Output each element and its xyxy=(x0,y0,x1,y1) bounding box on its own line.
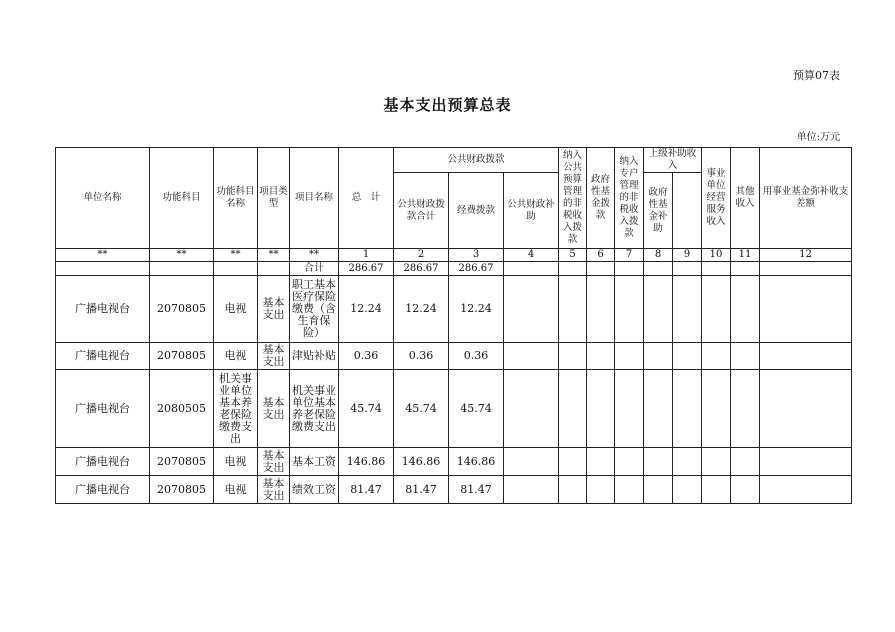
type-cell: 基本支出 xyxy=(258,448,290,476)
budget-table xyxy=(55,147,852,504)
table-row xyxy=(56,448,852,476)
func-cell: 2080505 xyxy=(150,370,214,448)
index-cell: 12 xyxy=(760,249,852,262)
public-total-value: 45.74 xyxy=(394,370,449,448)
expense-value: 146.86 xyxy=(449,448,504,476)
total-row xyxy=(56,262,852,276)
func-cell: 2070805 xyxy=(150,276,214,343)
header-fund-offset: 用事业基金弥补收支差额 xyxy=(760,148,852,249)
index-cell: ** xyxy=(56,249,150,262)
table-row xyxy=(56,276,852,343)
total-value: 45.74 xyxy=(339,370,394,448)
unit-label: 单位:万元 xyxy=(796,132,840,143)
index-cell: 8 xyxy=(644,249,673,262)
func-name-cell: 机关事业单位基本养老保险缴费支出 xyxy=(214,370,258,448)
func-name-cell: 电视 xyxy=(214,448,258,476)
table-row xyxy=(56,343,852,370)
header-func-subject: 功能科目 xyxy=(150,148,214,249)
index-cell: ** xyxy=(150,249,214,262)
index-cell: 5 xyxy=(559,249,587,262)
public-total-value: 0.36 xyxy=(394,343,449,370)
project-cell: 绩效工资 xyxy=(290,476,339,504)
table-row xyxy=(56,476,852,504)
func-cell: 2070805 xyxy=(150,476,214,504)
unit-cell: 广播电视台 xyxy=(56,276,150,343)
header-public-fiscal-subsidy: 公共财政补助 xyxy=(504,173,559,249)
table-row xyxy=(56,370,852,448)
expense-value: 45.74 xyxy=(449,370,504,448)
func-name-cell: 电视 xyxy=(214,476,258,504)
header-other-income: 其他收入 xyxy=(731,148,760,249)
type-cell: 基本支出 xyxy=(258,343,290,370)
func-name-cell: 电视 xyxy=(214,276,258,343)
unit-cell: 广播电视台 xyxy=(56,448,150,476)
header-expense-grant: 经费拨款 xyxy=(449,173,504,249)
total-value: 81.47 xyxy=(339,476,394,504)
total-public-fiscal: 286.67 xyxy=(394,262,449,276)
public-total-value: 12.24 xyxy=(394,276,449,343)
index-cell: 4 xyxy=(504,249,559,262)
header-unit-name: 单位名称 xyxy=(56,148,150,249)
project-cell: 职工基本医疗保险缴费（含生育保险） xyxy=(290,276,339,343)
index-cell: 3 xyxy=(449,249,504,262)
project-cell: 津贴补贴 xyxy=(290,343,339,370)
total-value: 146.86 xyxy=(339,448,394,476)
index-cell: ** xyxy=(214,249,258,262)
index-cell: ** xyxy=(290,249,339,262)
total-cell: 286.67 xyxy=(339,262,394,276)
type-cell: 基本支出 xyxy=(258,276,290,343)
header-gov-fund-subsidy: 政府性基金补助 xyxy=(644,173,673,249)
total-value: 12.24 xyxy=(339,276,394,343)
header-nontax-special: 纳入专户管理的非税收入拨款 xyxy=(615,148,644,249)
header-func-subject-name: 功能科目名称 xyxy=(214,148,258,249)
header-gov-fund: 政府性基金拨款 xyxy=(587,148,615,249)
expense-value: 81.47 xyxy=(449,476,504,504)
func-name-cell: 电视 xyxy=(214,343,258,370)
index-cell: 10 xyxy=(702,249,731,262)
public-total-value: 81.47 xyxy=(394,476,449,504)
project-cell: 基本工资 xyxy=(290,448,339,476)
total-expense-grant: 286.67 xyxy=(449,262,504,276)
func-cell: 2070805 xyxy=(150,343,214,370)
header-project-type: 项目类型 xyxy=(258,148,290,249)
unit-cell: 广播电视台 xyxy=(56,476,150,504)
type-cell: 基本支出 xyxy=(258,370,290,448)
index-cell: ** xyxy=(258,249,290,262)
header-public-fiscal-total: 公共财政拨款合计 xyxy=(394,173,449,249)
table-number-tag: 预算07表 xyxy=(793,69,840,82)
project-cell: 机关事业单位基本养老保险缴费支出 xyxy=(290,370,339,448)
header-nontax-public: 纳入公共预算管理的非税收入拨款 xyxy=(559,148,587,249)
index-cell: 6 xyxy=(587,249,615,262)
index-cell: 1 xyxy=(339,249,394,262)
header-business-income: 事业单位经营服务收入 xyxy=(702,148,731,249)
header-total: 总 计 xyxy=(339,148,394,249)
expense-value: 0.36 xyxy=(449,343,504,370)
page-title: 基本支出预算总表 xyxy=(383,96,512,114)
expense-value: 12.24 xyxy=(449,276,504,343)
header-project-name: 项目名称 xyxy=(290,148,339,249)
index-cell: 11 xyxy=(731,249,760,262)
index-cell: 7 xyxy=(615,249,644,262)
header-public-fiscal: 公共财政拨款 xyxy=(394,148,559,173)
header-superior-subsidy: 上级补助收入 xyxy=(644,148,702,173)
total-value: 0.36 xyxy=(339,343,394,370)
index-cell: 2 xyxy=(394,249,449,262)
func-cell: 2070805 xyxy=(150,448,214,476)
unit-cell: 广播电视台 xyxy=(56,370,150,448)
total-label: 合计 xyxy=(290,262,339,276)
index-cell: 9 xyxy=(673,249,702,262)
index-row xyxy=(56,249,852,262)
public-total-value: 146.86 xyxy=(394,448,449,476)
type-cell: 基本支出 xyxy=(258,476,290,504)
unit-cell: 广播电视台 xyxy=(56,343,150,370)
